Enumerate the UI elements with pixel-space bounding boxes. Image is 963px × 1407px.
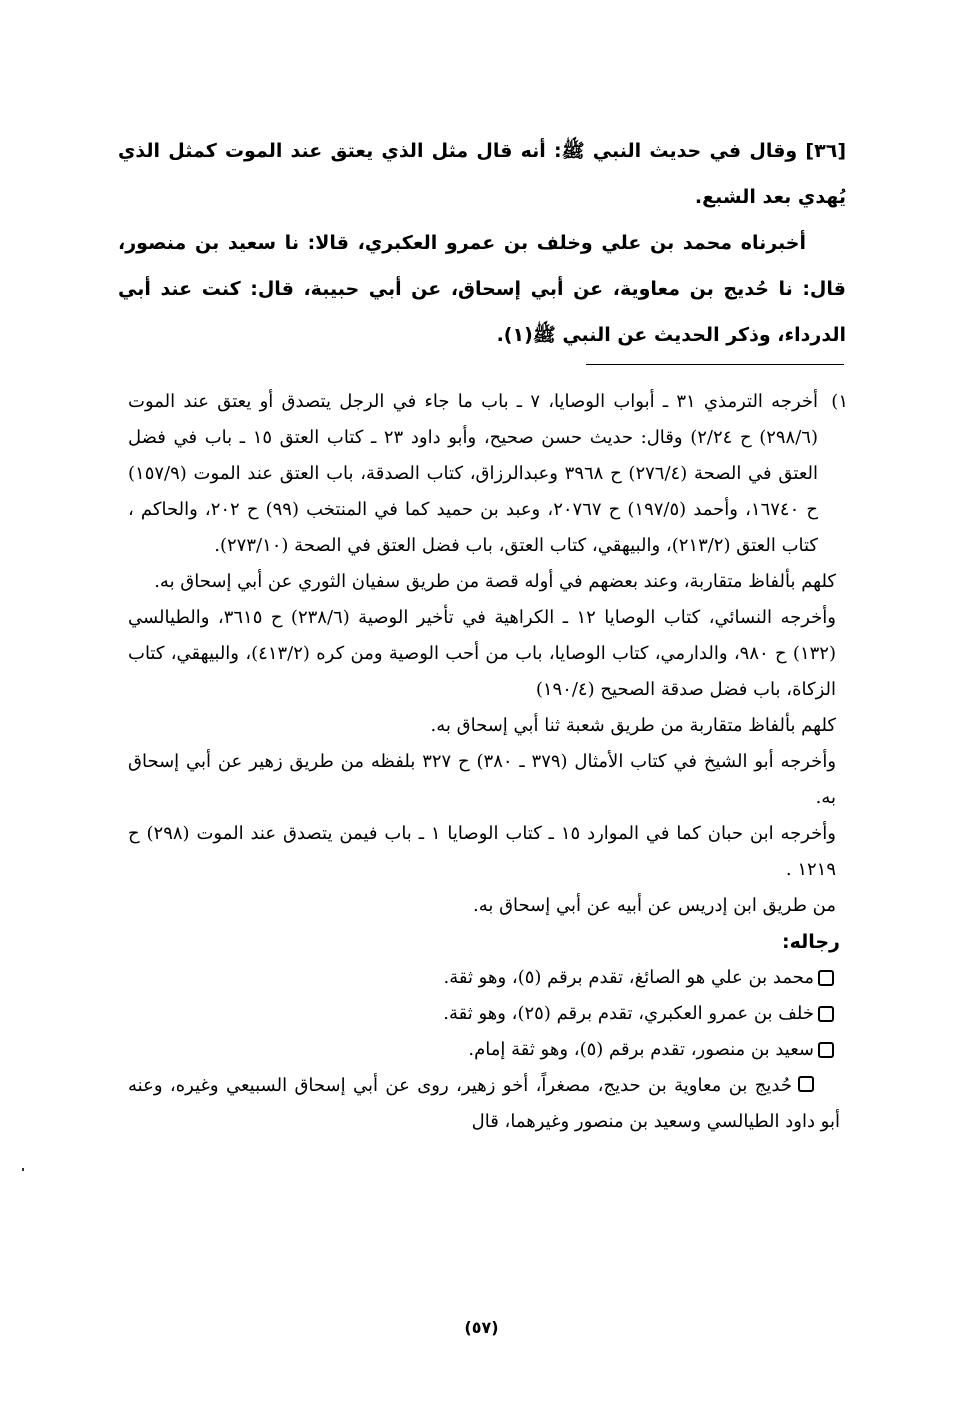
footnote-paragraph-5: وأخرجه أبو الشيخ في كتاب الأمثال (٣٧٩ ـ ٣٨٠) ح ٣٢٧ بلفظه من طريق زهير عن أبي إسحاق به. [128,751,837,808]
hadith-number: [٣٦] [805,140,846,162]
narrator-item [128,996,840,1032]
isnad-paragraph: أخبرناه محمد بن علي وخلف بن عمرو العكبري، قالا: نا سعيد بن منصور، قال: نا حُديج بن معاوية، عن أبي إسحاق، عن أبي حبيبة، قال: كنت عند أبي الدرداء، وذكر الحديث عن النبي ﷺ(١). [118,232,846,346]
square-bullet-icon [818,1006,834,1022]
footnotes [128,384,848,1140]
footnote-paragraph-2: كلهم بألفاظ متقاربة، وعند بعضهم في أوله قصة من طريق سفيان الثوري عن أبي إسحاق به. [154,571,836,592]
narrator-text: سعيد بن منصور، تقدم برقم (٥)، وهو ثقة إمام. [468,1039,814,1060]
square-bullet-icon [818,970,834,986]
scan-speck [22,1168,24,1171]
footnote-paragraph-6: وأخرجه ابن حبان كما في الموارد ١٥ ـ كتاب الوصايا ١ ـ باب فيمن يتصدق عند الموت (٢٩٨) ح ١٢١٩ . [128,823,836,880]
footnote-paragraph-3: وأخرجه النسائي، كتاب الوصايا ١٢ ـ الكراهية في تأخير الوصية (٢٣٨/٦) ح ٣٦١٥، والطيالسي (١٣٢) ح ٩٨٠، والدارمي، كتاب الوصايا، باب من أحب الوصية ومن كره (٤١٣/٢)، والبيهقي، كتاب الزكاة، باب فضل صدقة الصحيح (١٩٠/٤) [128,607,836,700]
narrator-item [128,960,840,996]
footnote-1-text: أخرجه الترمذي ٣١ ـ أبواب الوصايا، ٧ ـ باب ما جاء في الرجل يتصدق أو يعتق عند الموت (٢٩٨/٦) ح ٢/٢٤) وقال: حديث حسن صحيح، وأبو داود ٢٣ ـ كتاب العتق ١٥ ـ باب في فضل العتق في الصحة (٢٧٦/٤) ح ٣٩٦٨ وعبدالرزاق، كتاب الصدقة، باب العتق عند الموت (١٥٧/٩) ح ١٦٧٤٠، وأحمد (١٩٧/٥) ح ٢٠٧٦٧، وعبد بن حميد كما في المنتخب (٩٩) ح ٢٠٢، والحاكم ، كتاب العتق (٢١٣/٢)، والبيهقي، كتاب العتق، باب فضل العتق في الصحة (٢٧٣/١٠). [128,391,819,556]
narrator-text: محمد بن علي هو الصائغ، تقدم برقم (٥)، وهو ثقة. [443,967,814,988]
narrator-item [128,1032,840,1068]
footnote-paragraph-4: كلهم بألفاظ متقاربة من طريق شعبة ثنا أبي إسحاق به. [430,715,836,736]
hadith-title [118,128,846,220]
square-bullet-icon [818,1042,834,1058]
footnote-1 [128,384,848,564]
hadith-title-text: وقال في حديث النبي ﷺ: أنه قال مثل الذي يعتق عند الموت كمثل الذي يُهدي بعد الشبع. [118,140,846,208]
square-bullet-icon [798,1076,814,1092]
narrator-item [128,1068,840,1140]
narrator-text: خلف بن عمرو العكبري، تقدم برقم (٢٥)، وهو ثقة. [443,1003,814,1024]
main-text [118,128,846,358]
footnote-paragraph-7: من طريق ابن إدريس عن أبيه عن أبي إسحاق به. [472,895,836,916]
page-number: (٥٧) [464,1318,499,1337]
footnote-marker: ١) [831,391,848,412]
footnote-divider [586,364,844,365]
narrator-text: حُديج بن معاوية بن حديج، مصغراً، أخو زهير، روى عن أبي إسحاق السبيعي وغيره، وعنه أبو داود الطيالسي وسعيد بن منصور وغيرهما، قال [128,1075,840,1132]
rijal-heading: رجاله: [781,931,840,953]
